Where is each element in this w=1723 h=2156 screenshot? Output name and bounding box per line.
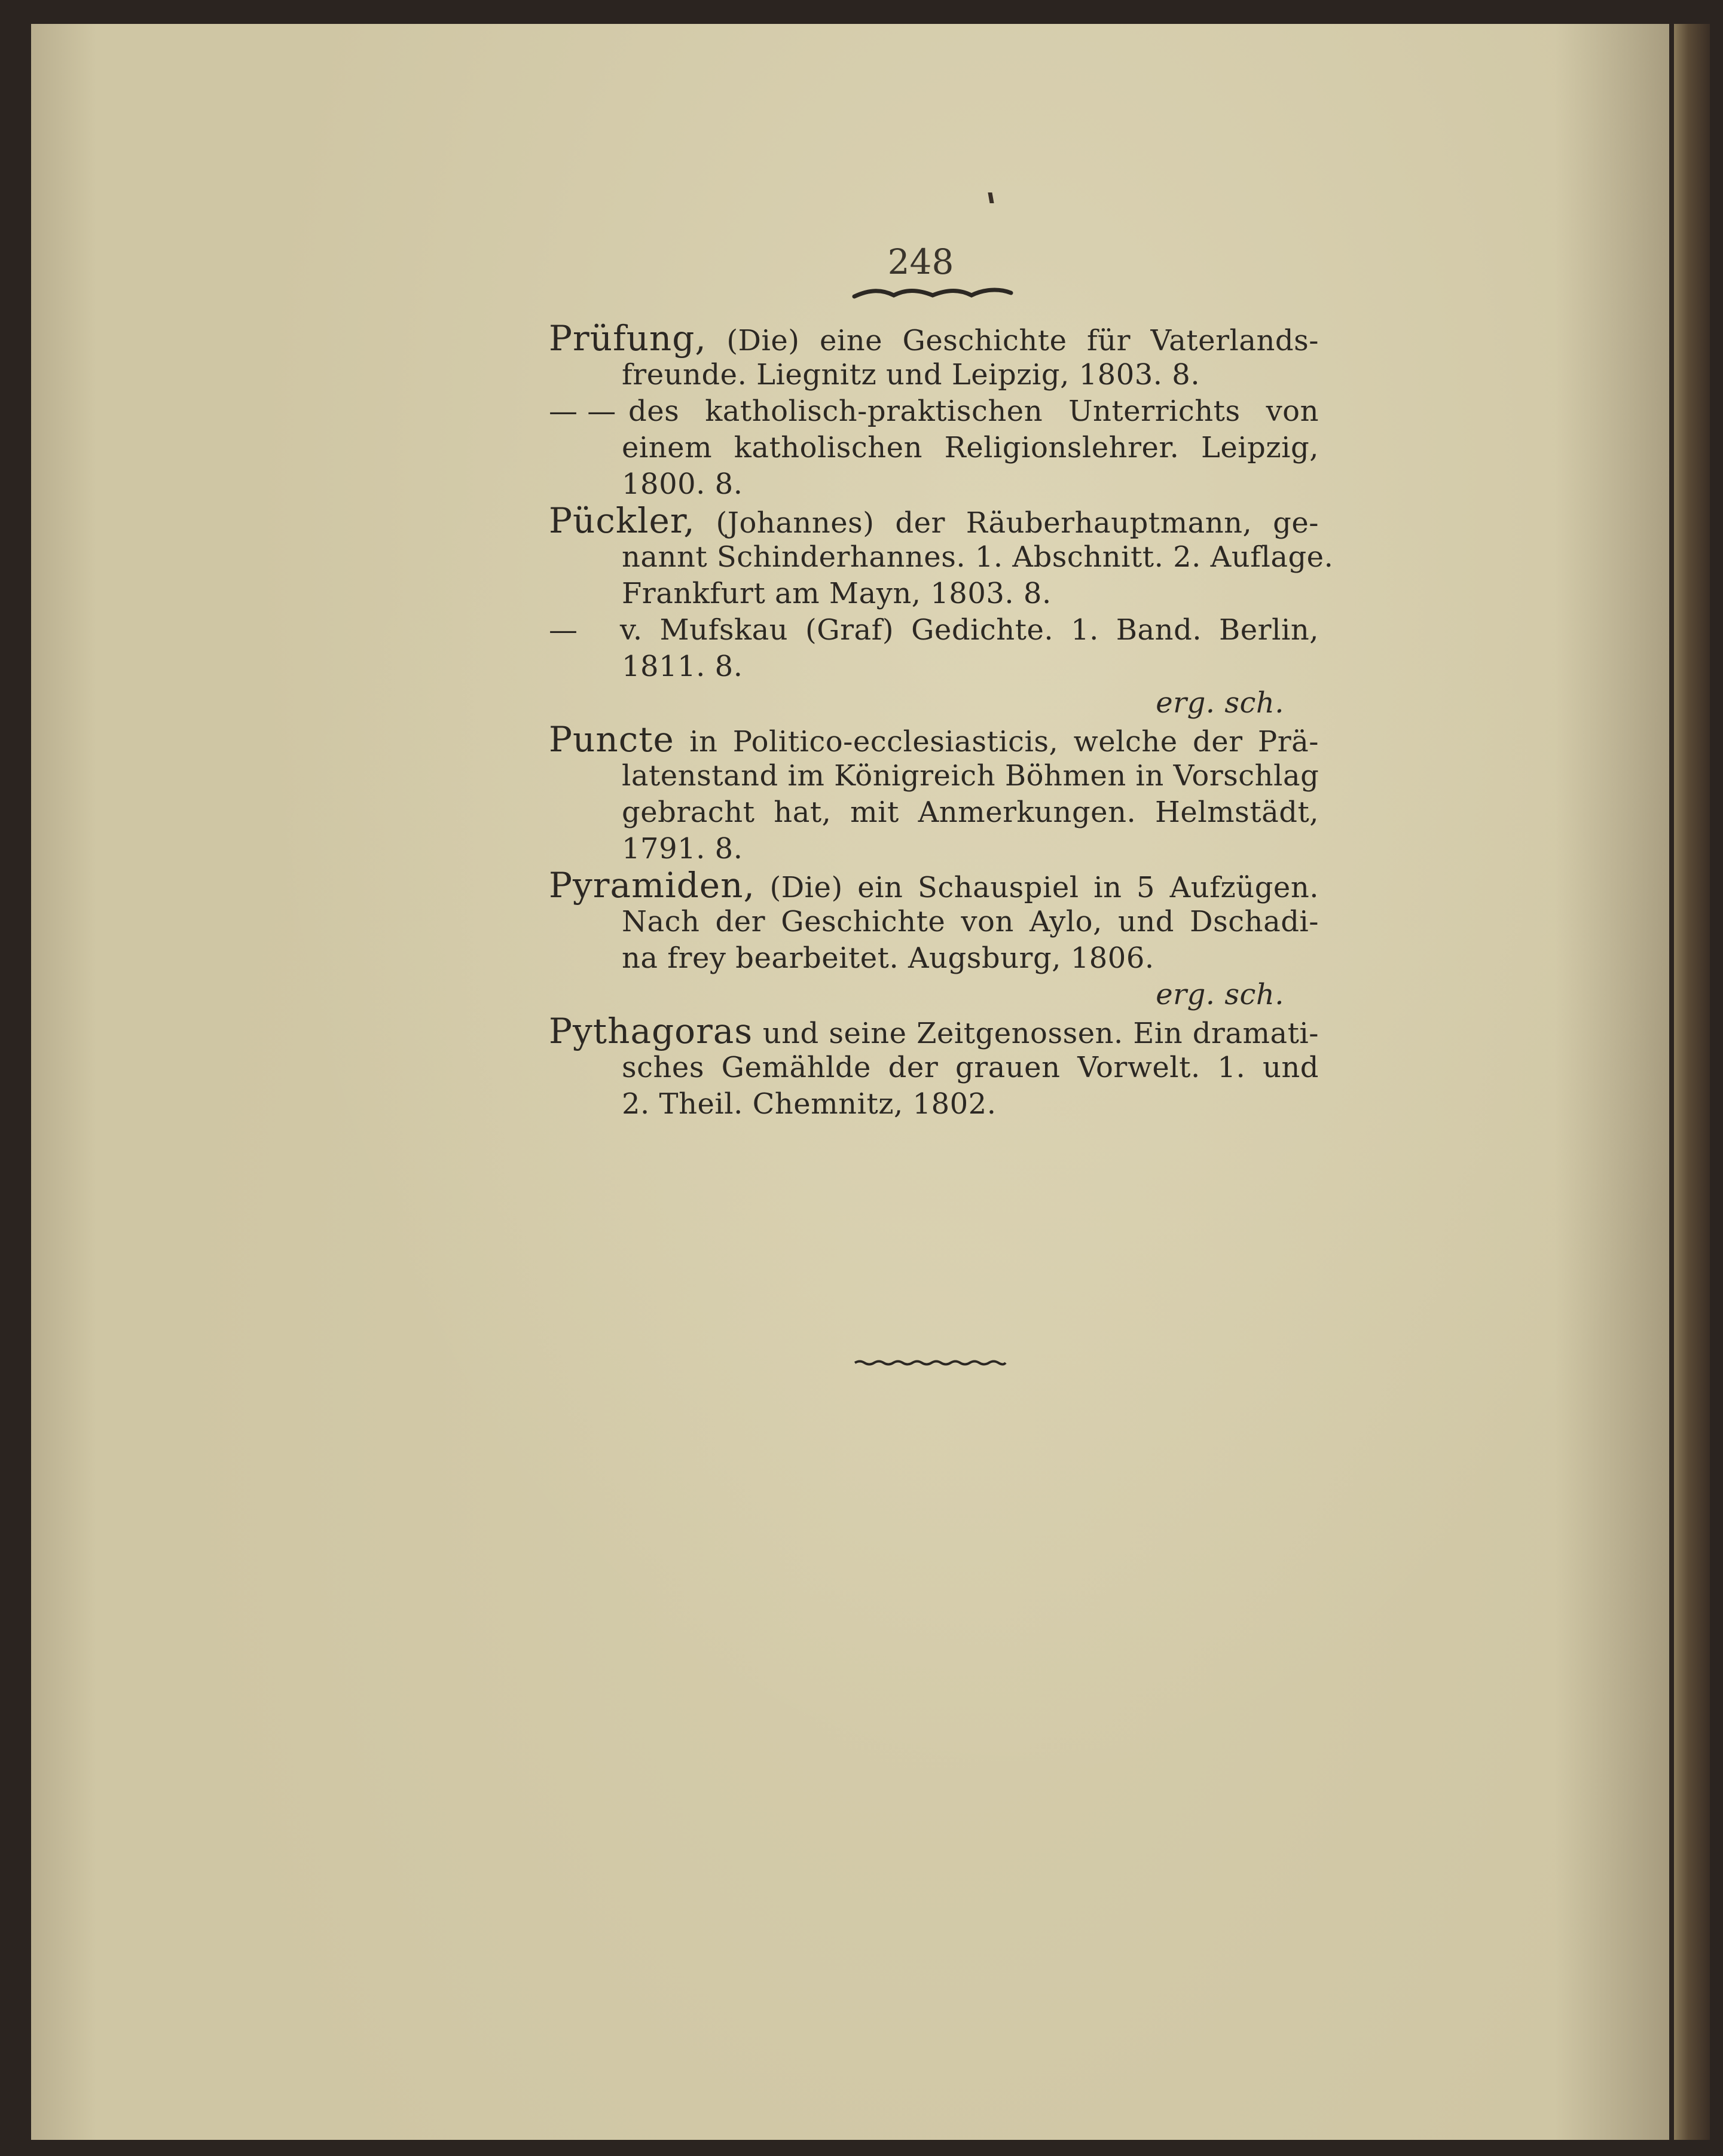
entry-pueckler	[549, 500, 1334, 612]
entry-line: Nach der Geschichte von Aylo, und Dschadi-	[622, 905, 1319, 938]
entry-pueckler-muskau	[549, 612, 1319, 721]
entry-text: und seine Zeitgenossen. Ein dramati-	[762, 1017, 1319, 1050]
page-number: 248	[887, 241, 954, 282]
entry-headword: Prüfung,	[549, 318, 707, 359]
entry-line	[549, 393, 1319, 430]
entry-line: Frankfurt am Mayn, 1803. 8.	[622, 577, 1052, 610]
repeat-dash: — —	[549, 394, 616, 428]
entry-line: 1811. 8.	[622, 650, 743, 683]
entry-line: gebracht hat, mit Anmerkungen. Helmstädt,	[622, 796, 1319, 829]
entry-headword: Puncte	[549, 719, 674, 760]
entry-pyramiden	[549, 867, 1319, 1013]
entry-text: des katholisch-praktischen Unterrichts von	[628, 394, 1319, 428]
book-edge	[1674, 24, 1710, 2140]
header-ornament	[852, 286, 1013, 301]
repeat-dash: —	[549, 613, 578, 647]
entry-line: na frey bearbeitet. Augsburg, 1806.	[622, 941, 1154, 975]
entry-puncte	[549, 721, 1319, 867]
entry-text: (Johannes) der Räuberhauptmann, ge-	[716, 506, 1319, 540]
entry-pruefung-continued	[549, 393, 1319, 503]
signature-note: erg. sch.	[1156, 978, 1284, 1011]
entry-headword: Pythagoras	[549, 1011, 753, 1051]
entry-line: sches Gemählde der grauen Vorwelt. 1. und	[622, 1051, 1319, 1084]
entry-line: 2. Theil. Chemnitz, 1802.	[622, 1087, 997, 1121]
entry-line: freunde. Liegnitz und Leipzig, 1803. 8.	[622, 358, 1200, 392]
entry-line: latenstand im Königreich Böhmen in Vorschlag	[622, 759, 1319, 793]
entry-pythagoras	[549, 1013, 1319, 1123]
entry-line: einem katholischen Religionslehrer. Leipzig,	[622, 431, 1319, 464]
entry-headword: Pückler,	[549, 500, 695, 541]
entry-line	[549, 721, 1319, 758]
closing-rule	[854, 1359, 1007, 1366]
bibliography-entries	[549, 318, 1334, 1123]
entry-text: v. Mufskau (Graf) Gedichte. 1. Band. Berlin,	[619, 613, 1319, 647]
entry-pruefung	[549, 320, 1319, 393]
entry-text: (Die) eine Geschichte für Vaterlands-	[726, 324, 1319, 357]
entry-line: nannt Schinderhannes. 1. Abschnitt. 2. Auflage.	[622, 540, 1334, 574]
entry-line	[549, 320, 1319, 357]
signature-note: erg. sch.	[1156, 686, 1284, 720]
entry-line	[549, 612, 1319, 649]
entry-line: 1791. 8.	[622, 832, 743, 866]
entry-text: (Die) ein Schauspiel in 5 Aufzügen.	[769, 871, 1319, 904]
entry-text: in Politico-ecclesiasticis, welche der Prä-	[689, 725, 1319, 759]
entry-line	[549, 1013, 1319, 1050]
entry-line	[549, 500, 1319, 541]
entry-line	[549, 867, 1319, 904]
entry-line: 1800. 8.	[622, 467, 743, 501]
entry-headword: Pyramiden,	[549, 865, 755, 906]
